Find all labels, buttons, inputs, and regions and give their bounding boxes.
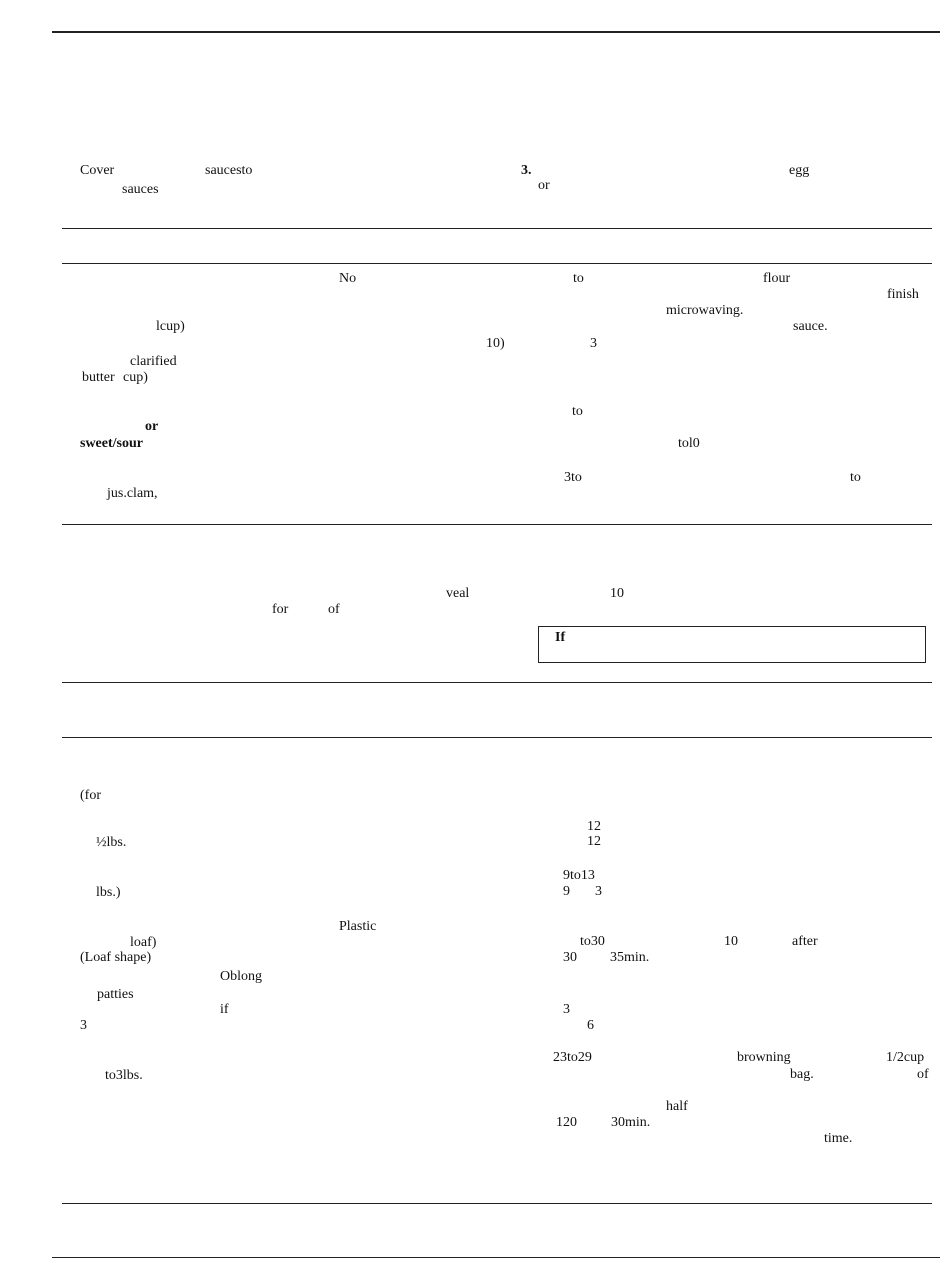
text-fragment: 9	[563, 884, 570, 899]
text-fragment: 12	[587, 819, 601, 834]
step-number: 3.	[521, 163, 532, 178]
text-fragment: egg	[789, 163, 810, 178]
text-fragment: browning	[737, 1050, 791, 1065]
text-fragment: to	[850, 470, 861, 485]
text-fragment: to	[573, 271, 584, 286]
text-fragment: lbs.)	[96, 885, 121, 900]
text-fragment: 23to29	[553, 1050, 592, 1065]
text-fragment: to3lbs.	[105, 1068, 143, 1083]
text-fragment: flour	[763, 271, 791, 286]
section-divider	[62, 1203, 932, 1204]
text-fragment: 3to	[564, 470, 582, 485]
text-fragment: 30min.	[611, 1115, 651, 1130]
text-fragment: sauce.	[793, 319, 828, 334]
text-fragment: (for	[80, 788, 101, 803]
text-fragment: clarified	[130, 354, 177, 369]
section-divider	[62, 682, 932, 683]
text-fragment: lcup)	[156, 319, 185, 334]
text-fragment: 3	[80, 1018, 87, 1033]
text-fragment: patties	[97, 987, 134, 1002]
text-fragment: for	[272, 602, 289, 617]
text-fragment: Plastic	[339, 919, 377, 934]
note-text: If	[555, 630, 566, 645]
text-fragment: 120	[556, 1115, 577, 1130]
text-fragment: of	[917, 1067, 929, 1082]
text-fragment: veal	[446, 586, 470, 601]
section-divider	[62, 524, 932, 525]
text-fragment: of	[328, 602, 340, 617]
text-fragment: 10	[610, 586, 624, 601]
text-fragment: 3	[563, 1002, 570, 1017]
section-divider	[62, 737, 932, 738]
text-fragment: or	[145, 419, 159, 434]
text-fragment: loaf)	[130, 935, 157, 950]
text-fragment: 3	[590, 336, 597, 351]
text-fragment: microwaving.	[666, 303, 744, 318]
text-fragment: tol0	[678, 436, 700, 451]
text-fragment: Cover	[80, 163, 115, 178]
text-fragment: 35min.	[610, 950, 650, 965]
text-fragment: 1/2cup	[886, 1050, 925, 1065]
text-fragment: 10	[724, 934, 738, 949]
text-fragment: 6	[587, 1018, 594, 1033]
text-fragment: to30	[580, 934, 605, 949]
text-fragment: 9to13	[563, 868, 595, 883]
text-fragment: 3	[595, 884, 602, 899]
text-fragment: finish	[887, 287, 919, 302]
bottom-rule	[52, 1257, 940, 1258]
text-fragment: time.	[824, 1131, 853, 1146]
text-fragment: No	[339, 271, 357, 286]
text-fragment: half	[666, 1099, 688, 1114]
text-fragment: 30	[563, 950, 577, 965]
text-fragment: cup)	[123, 370, 148, 385]
text-fragment: 10)	[486, 336, 505, 351]
text-fragment: to	[572, 404, 583, 419]
top-rule	[52, 31, 940, 33]
text-fragment: or	[538, 178, 550, 193]
text-fragment: saucesto	[205, 163, 253, 178]
text-fragment: after	[792, 934, 818, 949]
section-divider	[62, 228, 932, 229]
text-fragment: (Loaf shape)	[80, 950, 152, 965]
text-fragment: sweet/sour	[80, 436, 143, 451]
text-fragment: butter	[82, 370, 115, 385]
text-fragment: jus.clam,	[107, 486, 158, 501]
text-fragment: Oblong	[220, 969, 262, 984]
text-fragment: if	[220, 1002, 229, 1017]
note-box	[538, 626, 926, 663]
text-fragment: bag.	[790, 1067, 814, 1082]
section-divider	[62, 263, 932, 264]
text-fragment: 12	[587, 834, 601, 849]
text-fragment: ½lbs.	[96, 835, 127, 850]
text-fragment: sauces	[122, 182, 159, 197]
